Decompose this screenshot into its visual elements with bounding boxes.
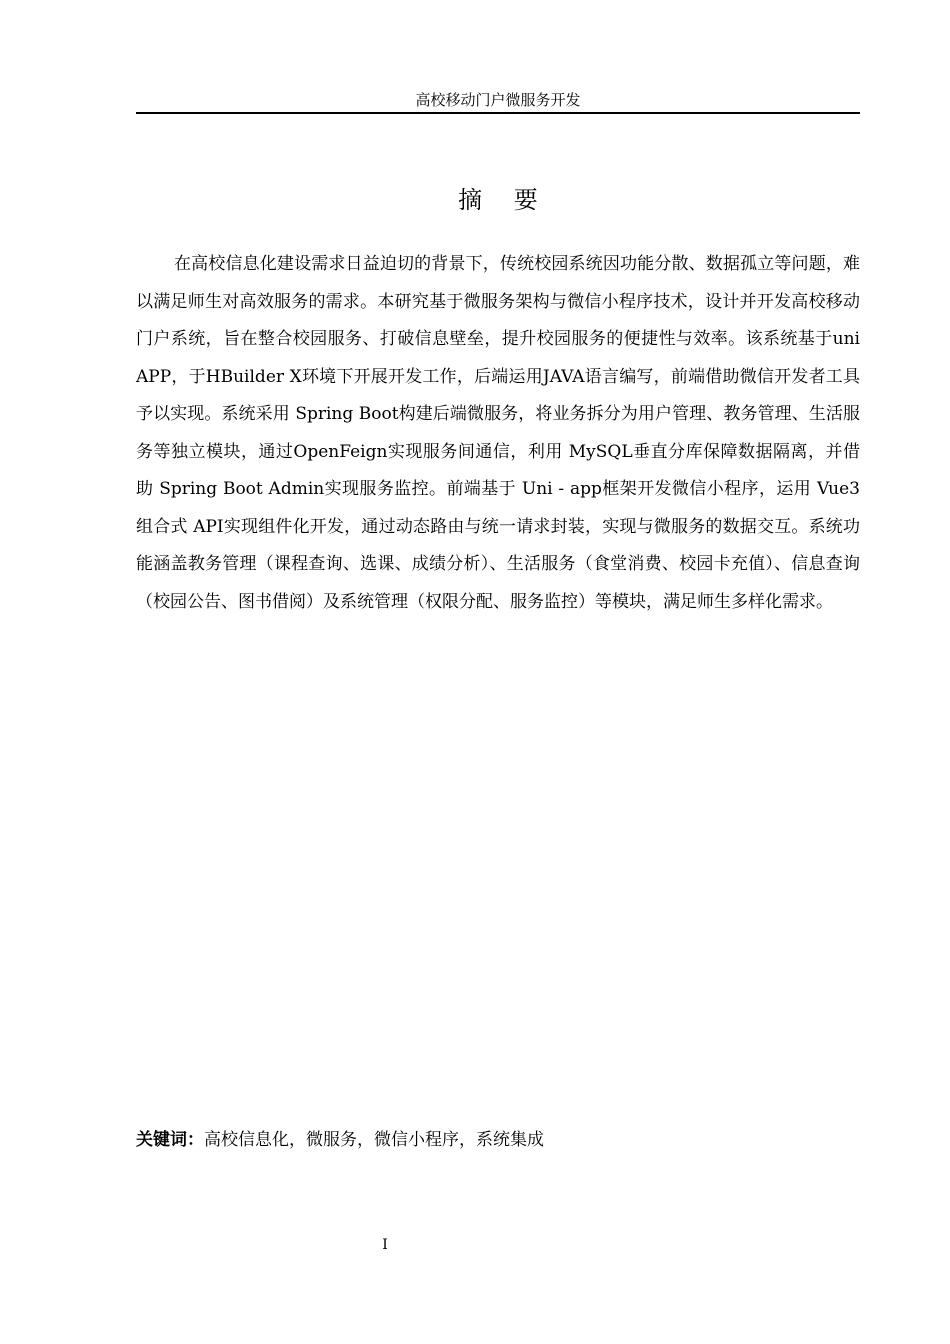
keywords-label: 关键词： bbox=[136, 1130, 204, 1150]
page-number: I bbox=[382, 1237, 388, 1253]
keywords-value: 高校信息化，微服务，微信小程序，系统集成 bbox=[204, 1130, 544, 1150]
running-title: 高校移动门户微服务开发 bbox=[415, 91, 581, 109]
keywords-line bbox=[136, 1126, 860, 1154]
running-header bbox=[136, 90, 860, 114]
abstract-body: 在高校信息化建设需求日益迫切的背景下，传统校园系统因功能分散、数据孤立等问题，难以满足师生对高效服务的需求。本研究基于微服务架构与微信小程序技术，设计并开发高校移动门户系统，旨在整合校园服务、打破信息壁垒，提升校园服务的便捷性与效率。该系统基于uni APP，于HBuilder X环境下开展开发工作，后端运用JAVA语言编写，前端借助微信开发者工具予以实现。系统采用 Spring Boot构建后端微服务，将业务拆分为用户管理、教务管理、生活服务等独立模块，通过OpenFeign实现服务间通信，利用 MySQL垂直分库保障数据隔离，并借助 Spring Boot Admin实现服务监控。前端基于 Uni - app框架开发微信小程序，运用 Vue3组合式 API实现组件化开发，通过动态路由与统一请求封装，实现与微服务的数据交互。系统功能涵盖教务管理（课程查询、选课、成绩分析）、生活服务（食堂消费、校园卡充值）、信息查询（校园公告、图书借阅）及系统管理（权限分配、服务监控）等模块，满足师生多样化需求。 bbox=[136, 254, 860, 612]
abstract-title: 摘 要 bbox=[458, 186, 550, 214]
